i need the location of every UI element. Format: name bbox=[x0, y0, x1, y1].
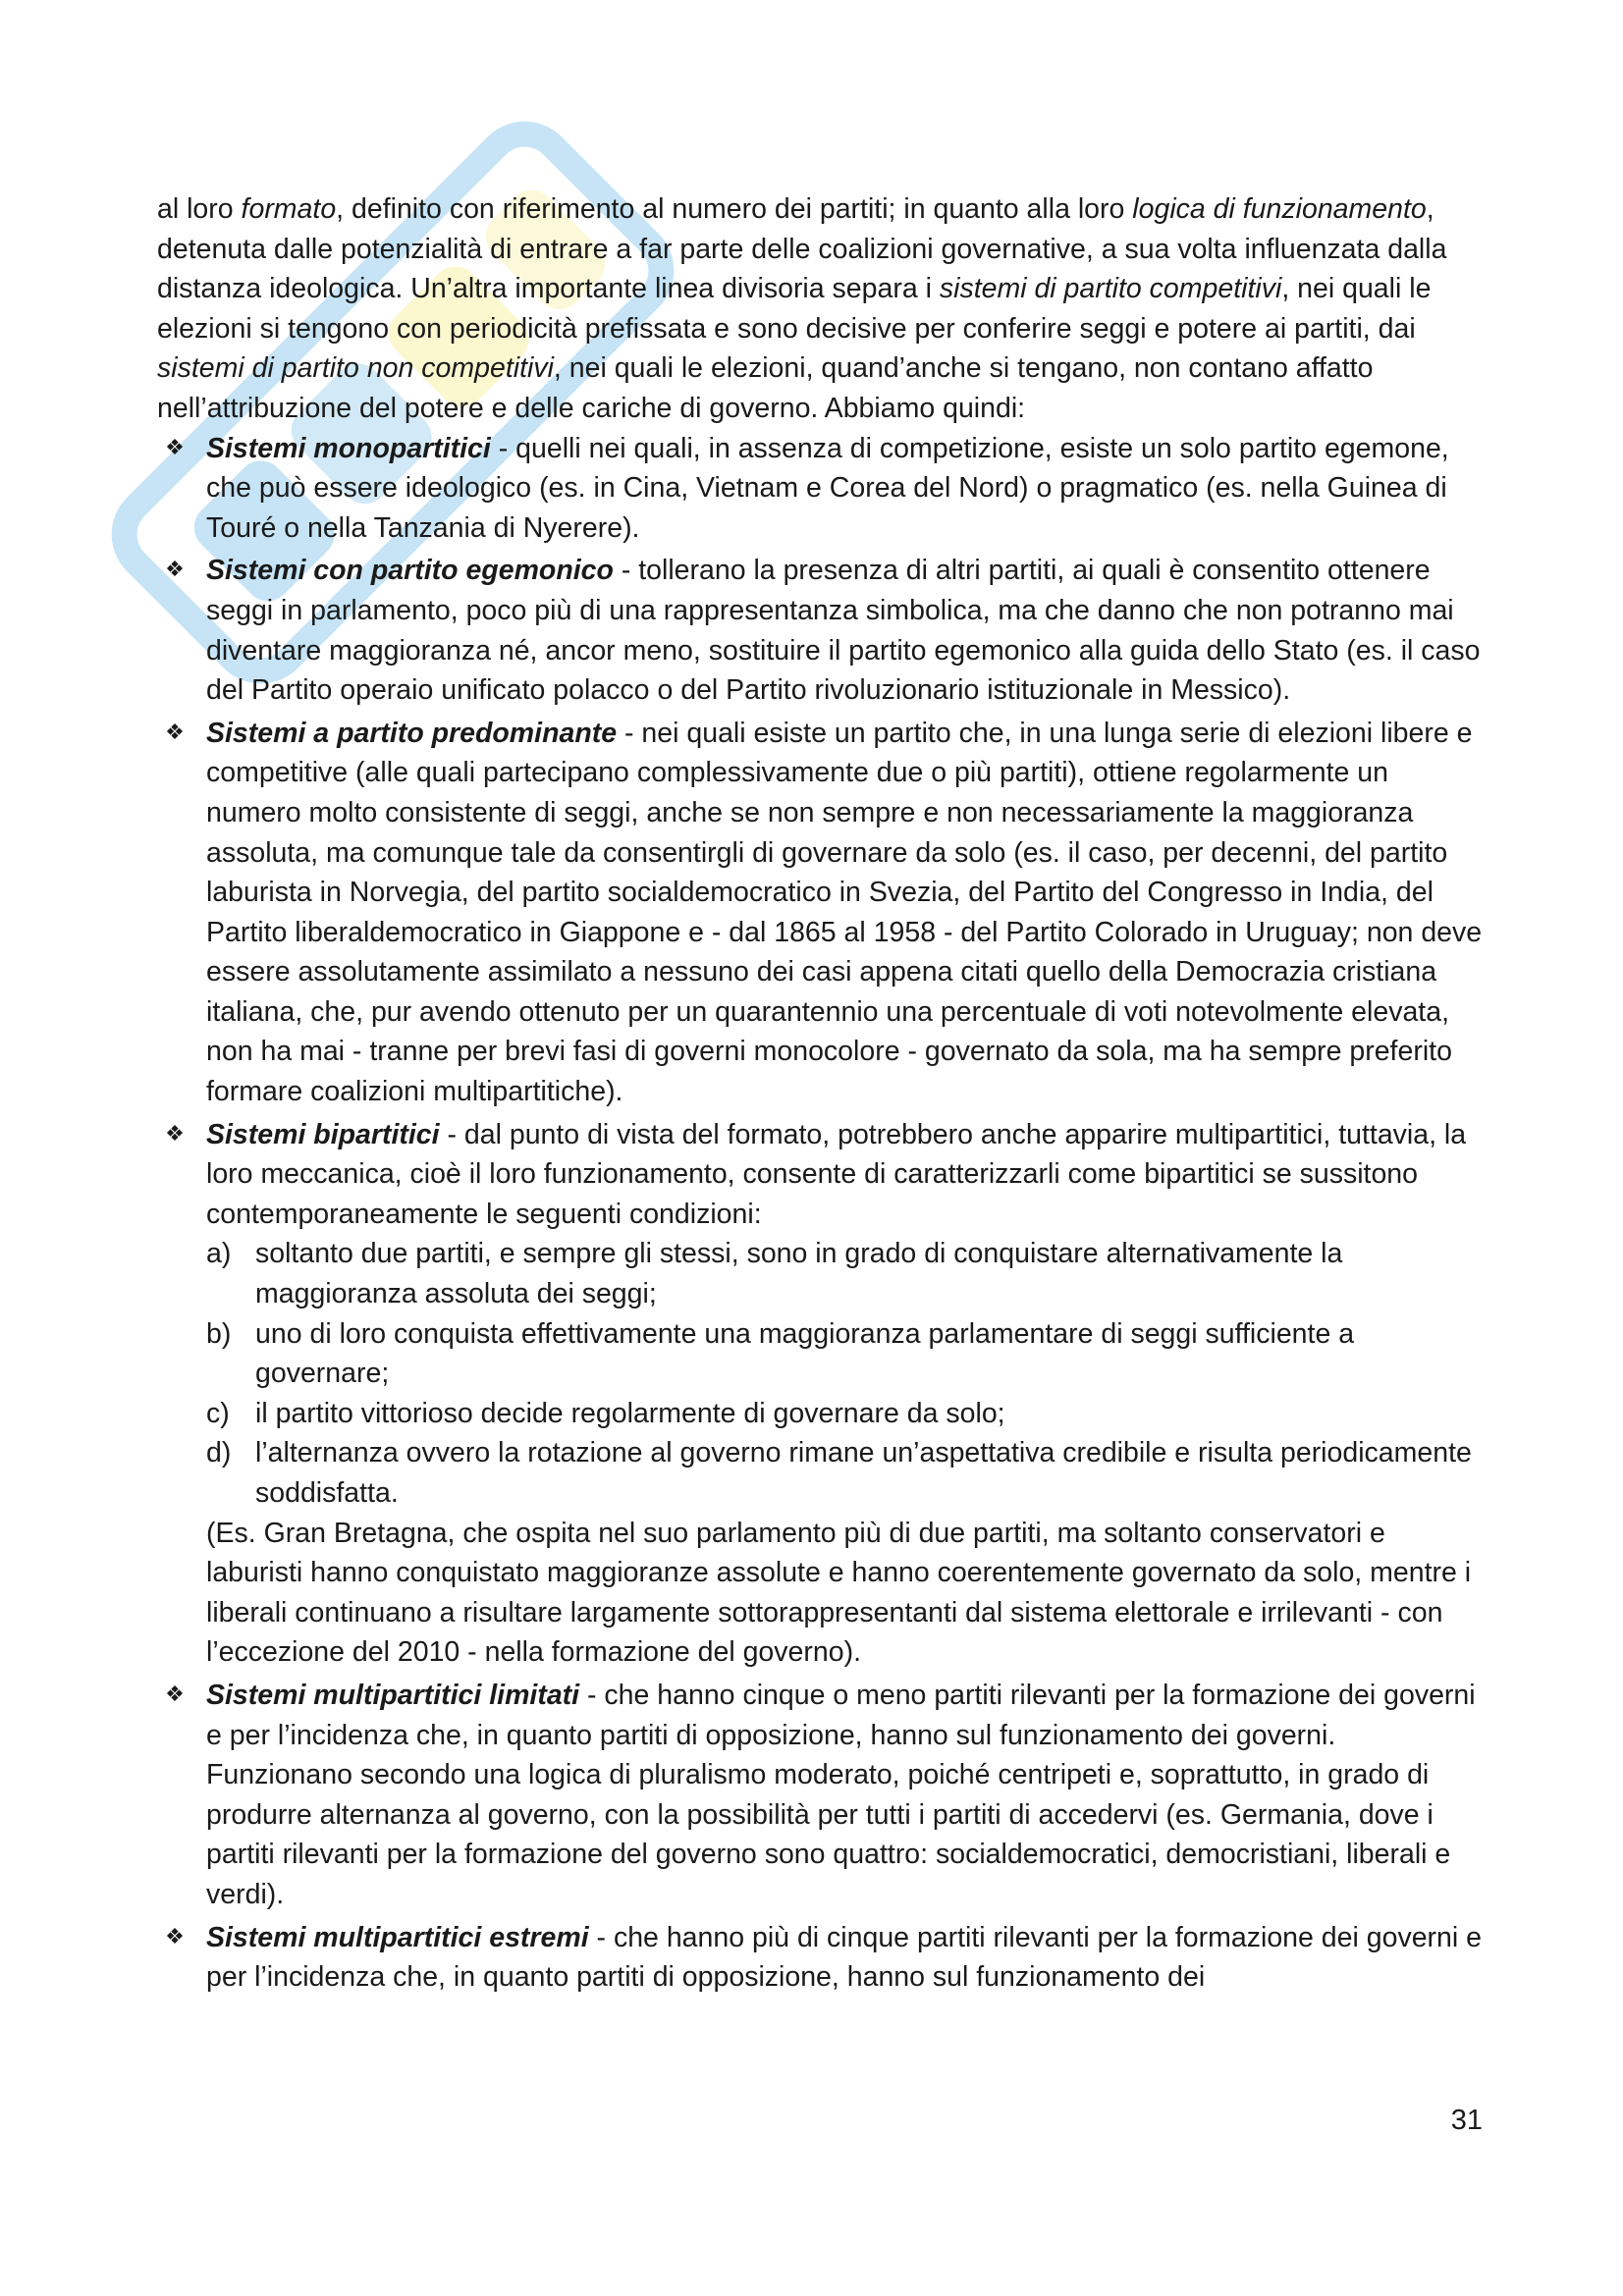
list-item bbox=[157, 714, 1483, 1112]
text-run: , nei quali le elezioni si tengono con periodicità prefissata e sono decisive per conferire seggi e potere ai partiti, dai bbox=[157, 273, 1432, 345]
diamond-bullet-icon: ❖ bbox=[165, 1924, 185, 1949]
text-run: , detenuta dalle potenzialità di entrare a far parte delle coalizioni governative, a sua volta influenzata dalla distanza ideologica. Un’altra importante linea divisoria separa i bbox=[157, 193, 1447, 305]
bullet-term: Sistemi multipartitici limitati bbox=[206, 1679, 580, 1711]
list-item bbox=[157, 429, 1483, 549]
document-page bbox=[157, 189, 1483, 2001]
example-note: (Es. Gran Bretagna, che ospita nel suo parlamento più di due partiti, ma soltanto conservatori e laburisti hanno conquistato maggioranze assolute e hanno coerentemente governato da solo, mentre i liberali continuano a risultare largamente sottorappresentanti dal sistema elettorale e irrilevanti - con l’eccezione del 2010 - nella formazione del governo). bbox=[206, 1517, 1472, 1669]
bullet-text: - dal punto di vista del formato, potrebbero anche apparire multipartitici, tuttavia, la loro meccanica, cioè il loro funzionamento, consente di caratterizzarli come bipartitici se sussitono contemporaneamente le seguenti condizioni: bbox=[206, 1118, 1467, 1230]
condition-item bbox=[206, 1394, 1483, 1434]
condition-text: l’alternanza ovvero la rotazione al governo rimane un’aspettativa credibile e risulta periodicamente soddisfatta. bbox=[255, 1437, 1472, 1509]
diamond-bullet-icon: ❖ bbox=[165, 720, 185, 745]
condition-letter: a) bbox=[206, 1238, 232, 1270]
text-run: , definito con riferimento al numero dei partiti; in quanto alla loro bbox=[336, 193, 1133, 225]
list-item bbox=[157, 1918, 1483, 1998]
bullet-term: Sistemi con partito egemonico bbox=[206, 555, 614, 587]
conditions-list bbox=[206, 1234, 1483, 1513]
intro-paragraph bbox=[157, 189, 1483, 429]
bullet-term: Sistemi monopartitici bbox=[206, 432, 491, 464]
italic-term: formato bbox=[241, 193, 337, 225]
party-systems-list bbox=[157, 429, 1483, 1998]
bullet-text: - quelli nei quali, in assenza di competizione, esiste un solo partito egemone, che può essere ideologico (es. in Cina, Vietnam e Corea del Nord) o pragmatico (es. nella Guinea di Touré o nella Tanzania di Nyerere). bbox=[206, 432, 1449, 544]
list-item bbox=[157, 1115, 1483, 1673]
condition-item bbox=[206, 1234, 1483, 1313]
condition-text: uno di loro conquista effettivamente una maggioranza parlamentare di seggi sufficiente a governare; bbox=[255, 1317, 1355, 1390]
condition-item bbox=[206, 1314, 1483, 1394]
condition-text: il partito vittorioso decide regolarmente di governare da solo; bbox=[255, 1397, 1005, 1429]
condition-letter: c) bbox=[206, 1397, 230, 1429]
condition-item bbox=[206, 1433, 1483, 1513]
bullet-term: Sistemi multipartitici estremi bbox=[206, 1921, 589, 1953]
bullet-text: - che hanno più di cinque partiti rilevanti per la formazione dei governi e per l’incidenza che, in quanto partiti di opposizione, hanno sul funzionamento dei bbox=[206, 1921, 1482, 1994]
text-run: al loro bbox=[157, 193, 242, 225]
diamond-bullet-icon: ❖ bbox=[165, 1682, 185, 1707]
bullet-text: - nei quali esiste un partito che, in una lunga serie di elezioni libere e competitive (alle quali partecipano complessivamente due o più partiti), ottiene regolarmente un numero molto consistente di seggi, anche se non sempre e non necessariamente la maggioranza assoluta, ma comunque tale da consentirgli di governare da solo (es. il caso, per decenni, del partito laburista in Norvegia, del partito socialdemocratico in Svezia, del Partito del Congresso in India, del Partito liberaldemocratico in Giappone e - dal 1865 al 1958 - del Partito Colorado in Uruguay; non deve essere assolutamente assimilato a nessuno dei casi appena citati quello della Democrazia cristiana italiana, che, pur avendo ottenuto per un quarantennio una percentuale di voti notevolmente elevata, non ha mai - tranne per brevi fasi di governi monocolore - governato da sola, ma ha sempre preferito formare coalizioni multipartitiche). bbox=[206, 717, 1483, 1108]
list-item bbox=[157, 551, 1483, 710]
italic-term: sistemi di partito non competitivi bbox=[157, 352, 554, 385]
bullet-text: - che hanno cinque o meno partiti rilevanti per la formazione dei governi e per l’incidenza che, in quanto partiti di opposizione, hanno sul funzionamento dei governi. Funzionano secondo una logica di pluralismo moderato, poiché centripeti e, soprattutto, in grado di produrre alternanza al governo, con la possibilità per tutti i partiti di accedervi (es. Germania, dove i partiti rilevanti per la formazione del governo sono quattro: socialdemocratici, democristiani, liberali e verdi). bbox=[206, 1679, 1476, 1910]
condition-text: soltanto due partiti, e sempre gli stessi, sono in grado di conquistare alternativamente la maggioranza assoluta dei seggi; bbox=[255, 1238, 1343, 1310]
list-item bbox=[157, 1676, 1483, 1915]
diamond-bullet-icon: ❖ bbox=[165, 435, 185, 460]
condition-letter: d) bbox=[206, 1437, 232, 1469]
condition-letter: b) bbox=[206, 1317, 232, 1350]
bullet-term: Sistemi bipartitici bbox=[206, 1118, 440, 1150]
italic-term: logica di funzionamento bbox=[1132, 193, 1427, 225]
italic-term: sistemi di partito competitivi bbox=[939, 273, 1282, 305]
text-run: , nei quali le elezioni, quand’anche si tengano, non contano affatto nell’attribuzione del potere e delle cariche di governo. Abbiamo quindi: bbox=[157, 352, 1374, 424]
page-number: 31 bbox=[1450, 2105, 1483, 2136]
bullet-text: - tollerano la presenza di altri partiti, ai quali è consentito ottenere seggi in parlamento, poco più di una rappresentanza simbolica, ma che danno che non potranno mai diventare maggioranza né, ancor meno, sostituire il partito egemonico alla guida dello Stato (es. il caso del Partito operaio unificato polacco o del Partito rivoluzionario istituzionale in Messico). bbox=[206, 555, 1481, 707]
bullet-term: Sistemi a partito predominante bbox=[206, 717, 618, 749]
diamond-bullet-icon: ❖ bbox=[165, 558, 185, 583]
diamond-bullet-icon: ❖ bbox=[165, 1121, 185, 1147]
